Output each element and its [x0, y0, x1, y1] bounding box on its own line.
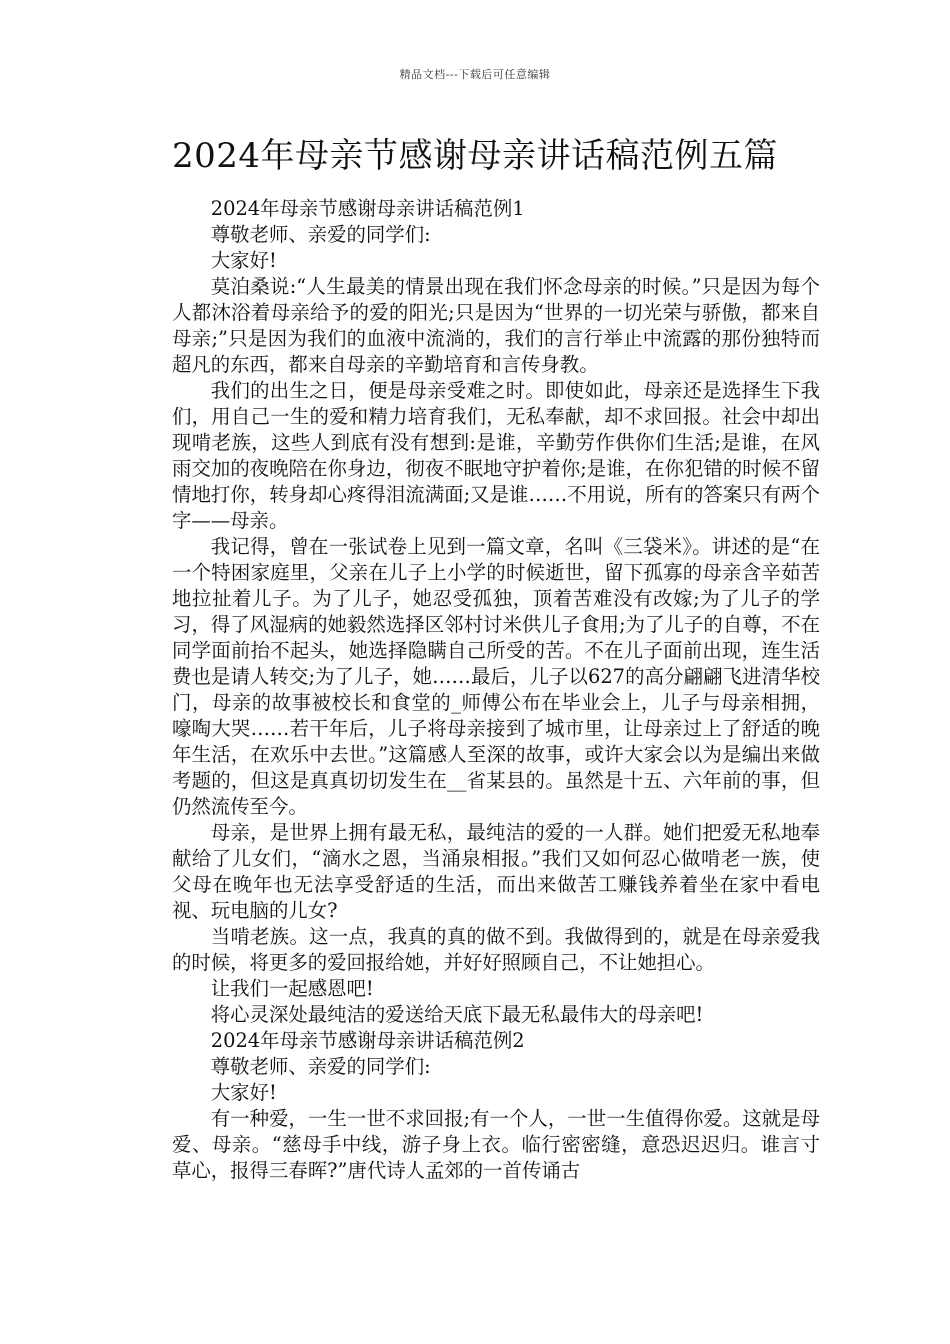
- body-paragraph: 我记得，曾在一张试卷上见到一篇文章，名叫《三袋米》。讲述的是“在一个特困家庭里，父亲在儿子上小学的时候逝世，留下孤寡的母亲含辛茹苦地拉扯着儿子。为了儿子，她忍受孤独，顶着苦难没有改嫁;为了儿子的学习，得了风湿病的她毅然选择区邻村讨米供儿子食用;为了儿子的自尊，不在同学面前抬不起头，她选择隐瞒自己所受的苦。不在儿子面前出现，连生活费也是请人转交;为了儿子，她……最后，儿子以627的高分翩翩飞进清华校门，母亲的故事被校长和食堂的_师傅公布在毕业会上，儿子与母亲相拥，嚎啕大哭……若干年后，儿子将母亲接到了城市里，让母亲过上了舒适的晚年生活，在欢乐中去世。”这篇感人至深的故事，或许大家会以为是编出来做考题的，但这是真真切切发生在__省某县的。虽然是十五、六年前的事，但仍然流传至今。: [172, 535, 820, 818]
- body-paragraph: 莫泊桑说:“人生最美的情景出现在我们怀念母亲的时候。”只是因为每个人都沐浴着母亲给予的爱的阳光;只是因为“世界的一切光荣与骄傲，都来自母亲;”只是因为我们的血液中流淌的，我们的言行举止中流露的那份独特而超凡的东西，都来自母亲的辛勤培育和言传身教。: [172, 275, 820, 376]
- salutation: 尊敬老师、亲爱的同学们:: [210, 1055, 431, 1078]
- section-heading-1: 2024年母亲节感谢母亲讲话稿范例1: [210, 197, 525, 220]
- greeting: 大家好!: [210, 249, 277, 272]
- body-paragraph: 有一种爱，一生一世不求回报;有一个人，一世一生值得你爱。这就是母爱、母亲。“慈母手中线，游子身上衣。临行密密缝，意恐迟迟归。谁言寸草心，报得三春晖?”唐代诗人孟郊的一首传诵古: [172, 1107, 820, 1182]
- document-title: 2024年母亲节感谢母亲讲话稿范例五篇: [171, 136, 779, 176]
- body-paragraph: 让我们一起感恩吧!: [210, 977, 374, 1000]
- body-paragraph: 将心灵深处最纯洁的爱送给天底下最无私最伟大的母亲吧!: [210, 1003, 704, 1026]
- salutation: 尊敬老师、亲爱的同学们:: [210, 223, 431, 246]
- header-note: 精品文档---下载后可任意编辑: [399, 68, 551, 81]
- document-body: [172, 196, 820, 1184]
- body-paragraph: 母亲，是世界上拥有最无私，最纯洁的爱的一人群。她们把爱无私地奉献给了儿女们，“滴水之恩，当涌泉相报。”我们又如何忍心做啃老一族，使父母在晚年也无法享受舒适的生活，而出来做苦工赚钱养着坐在家中看电视、玩电脑的儿女?: [172, 821, 820, 922]
- body-paragraph: 我们的出生之日，便是母亲受难之时。即使如此，母亲还是选择生下我们，用自己一生的爱和精力培育我们，无私奉献，却不求回报。社会中却出现啃老族，这些人到底有没有想到:是谁，辛勤劳作供你们生活;是谁，在风雨交加的夜晚陪在你身边，彻夜不眠地守护着你;是谁，在你犯错的时候不留情地打你，转身却心疼得泪流满面;又是谁……不用说，所有的答案只有两个字——母亲。: [172, 379, 820, 532]
- greeting: 大家好!: [210, 1081, 277, 1104]
- section-heading-2: 2024年母亲节感谢母亲讲话稿范例2: [210, 1029, 525, 1052]
- body-paragraph: 当啃老族。这一点，我真的真的做不到。我做得到的，就是在母亲爱我的时候，将更多的爱回报给她，并好好照顾自己，不让她担心。: [172, 925, 820, 974]
